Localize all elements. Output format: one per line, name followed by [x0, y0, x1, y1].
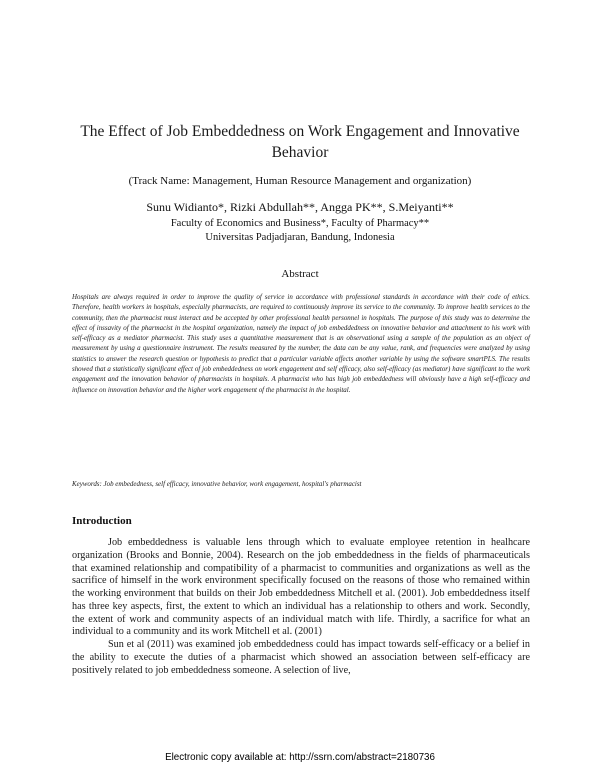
affiliation-faculties: Faculty of Economics and Business*, Faculty of Pharmacy** — [170, 218, 430, 229]
introduction-body — [72, 537, 530, 677]
introduction-paragraph: Sun et al (2011) was examined job embeddedness could has impact towards self-efficacy or a belief in the ability to execute the duties of a pharmacist which showed an association between self-efficacy are positively related to job embeddedness someone. A selection of live, — [72, 639, 530, 676]
affiliation-university: Universitas Padjadjaran, Bandung, Indonesia — [205, 232, 395, 243]
abstract-heading: Abstract — [281, 268, 319, 280]
paper-title: The Effect of Job Embeddedness on Work Engagement and Innovative Behavior — [80, 123, 520, 161]
track-name: (Track Name: Management, Human Resource Management and organization) — [128, 175, 472, 187]
introduction-paragraph: Job embeddedness is valuable lens through which to evaluate employee retention in healhcare organization (Brooks and Bonnie, 2004). Research on the job embeddedness in the fields of pharmaceuticals that examined relationship and compatibility of a pharmacist to communities and organizations as well as the sacrifice of himself in the work environment specifically focused on the reasons of those who remained within the working environment that builds on their Job embeddedness Mitchell et al. (2001). Job embeddedness itself has three key aspects, first, the extent to which an individual has a relationship to others and work. Secondly, the extent of work and community aspects of an individual match with life. Thirdly, a sacrifice for what an individual to a community and its work Mitchell et al. (2001) — [72, 537, 530, 638]
ssrn-footer-link[interactable]: Electronic copy available at: http://ssrn.com/abstract=2180736 — [165, 752, 435, 763]
author-list: Sunu Widianto*, Rizki Abdullah**, Angga PK**, S.Meiyanti** — [146, 200, 454, 214]
abstract-text: Hospitals are always required in order to improve the quality of service in accordance with professional standards in accordance with their code of ethics. Therefore, health workers in hospitals, especially pharmacists, are required to continuously improve its service to the community. To improve health services to the community, then the pharmacist must interact and be accepted by other professional health personnel in hospitals. The purpose of this study was to determine the effect of inssavity of the pharmacist in the hospital organization, namely the impact of job embeddedness on innovative behavior and attachment to his work with self-efficacy as a mediator pharmacist. This study uses a quantitative measurement that is an observational using a sample of the population as an object of measurement by using a questionnaire instrument. The results measured by the number, the data can be any value, rank, and frequencies were analyzed by using statistics to answer the research question or hypothesis to predict that a particular variable affects another variable by using the software smartPLS. The results showed that a statistically significant effect of job embeddedness on work engagement and self efficacy, also self-efficacy (as mediator) have significant to the work engagement and the innovation behavior of pharmacists in hospitals. A pharmacist who has high job embeddedness will obviously have a high self-efficacy and influence on innovation behavior and the higher work engagement of the pharmacist in the hospital. — [72, 293, 530, 394]
introduction-heading: Introduction — [72, 515, 132, 527]
keywords: Keywords: Job embededness, self efficacy, innovative behavior, work engagement, hospital's pharmacist — [72, 480, 362, 488]
